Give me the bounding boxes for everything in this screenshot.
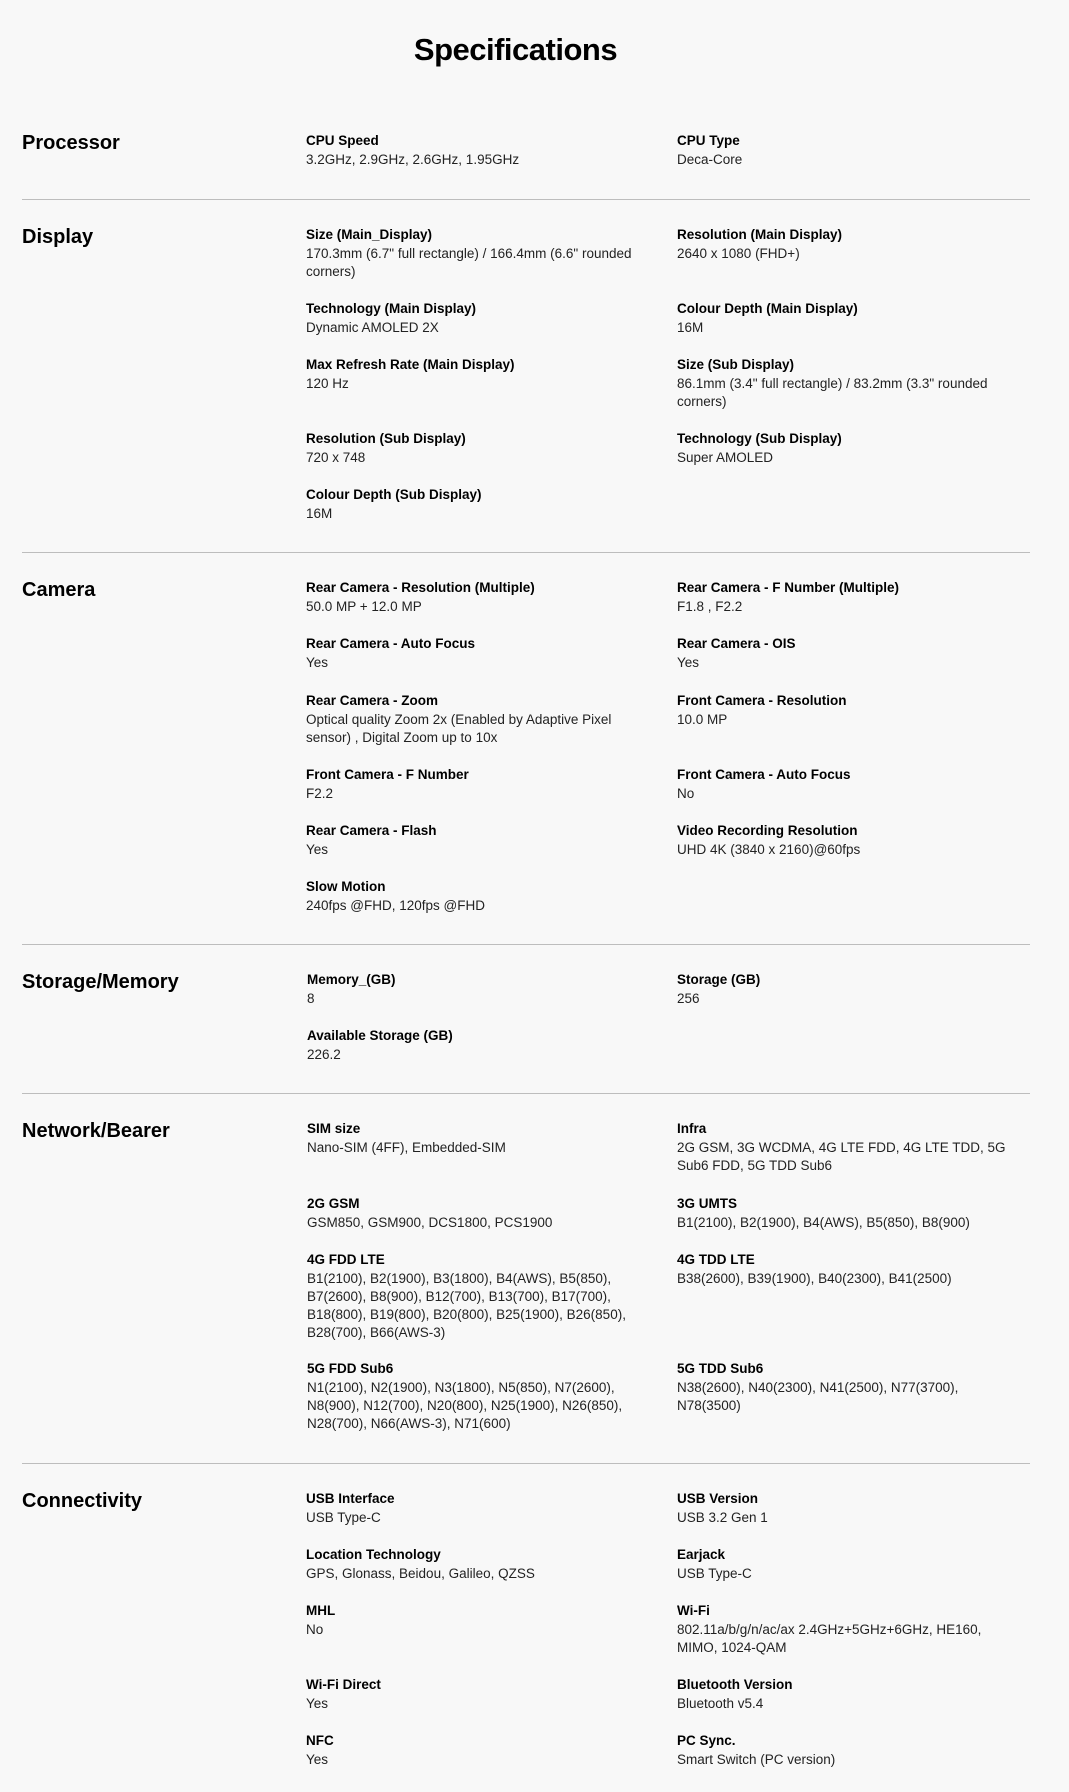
spec-value: GPS, Glonass, Beidou, Galileo, QZSS — [306, 1566, 535, 1581]
spec-value: F2.2 — [306, 786, 334, 801]
spec-value: Smart Switch (PC version) — [677, 1752, 836, 1767]
spec-value: Optical quality Zoom 2x (Enabled by Adaptive Pixel sensor) , Digital Zoom up to 10x — [306, 712, 612, 745]
spec-value: USB 3.2 Gen 1 — [677, 1510, 768, 1525]
spec-value: B38(2600), B39(1900), B40(2300), B41(2500) — [677, 1271, 952, 1286]
spec-label: USB Version — [677, 1491, 759, 1506]
spec-rear-camera-ois — [677, 635, 1017, 672]
spec-label: Earjack — [677, 1547, 726, 1562]
spec-colour-depth-sub-display — [306, 486, 646, 523]
spec-label: PC Sync. — [677, 1733, 736, 1748]
spec-value: N38(2600), N40(2300), N41(2500), N77(3700), N78(3500) — [677, 1380, 959, 1413]
spec-label: Front Camera - Auto Focus — [677, 767, 851, 782]
spec-rear-camera-flash — [306, 822, 646, 859]
spec-5g-tdd-sub6 — [677, 1360, 1017, 1415]
spec-value: No — [677, 786, 695, 801]
spec-available-storage — [307, 1027, 647, 1064]
section-divider — [22, 1093, 1030, 1094]
spec-memory — [307, 971, 647, 1008]
spec-value: UHD 4K (3840 x 2160)@60fps — [677, 842, 861, 857]
section-label: Network/Bearer — [22, 1120, 170, 1142]
spec-infra — [677, 1120, 1017, 1175]
spec-value: No — [306, 1622, 324, 1637]
spec-slow-motion — [306, 878, 646, 915]
spec-value: 16M — [677, 320, 704, 335]
spec-label: Technology (Main Display) — [306, 301, 477, 316]
spec-label: Infra — [677, 1121, 707, 1136]
spec-label: Max Refresh Rate (Main Display) — [306, 357, 515, 372]
spec-label: SIM size — [307, 1121, 361, 1136]
spec-technology-main-display — [306, 300, 646, 337]
section-label: Connectivity — [22, 1490, 143, 1512]
spec-value: USB Type-C — [677, 1566, 752, 1581]
spec-label: Size (Sub Display) — [677, 357, 795, 372]
spec-technology-sub-display — [677, 430, 1017, 467]
section-divider — [22, 199, 1030, 200]
spec-label: Front Camera - F Number — [306, 767, 469, 782]
section-divider — [22, 552, 1030, 553]
spec-rear-camera-auto-focus — [306, 635, 646, 672]
spec-value: Yes — [306, 1696, 329, 1711]
spec-label: Rear Camera - Zoom — [306, 693, 439, 708]
spec-value: Bluetooth v5.4 — [677, 1696, 764, 1711]
spec-size-main-display — [306, 226, 646, 281]
spec-label: Resolution (Sub Display) — [306, 431, 466, 446]
spec-storage — [677, 971, 1017, 1008]
spec-value: 170.3mm (6.7" full rectangle) / 166.4mm (6.6" rounded corners) — [306, 246, 632, 279]
spec-value: F1.8 , F2.2 — [677, 599, 743, 614]
spec-front-camera-auto-focus — [677, 766, 1017, 803]
spec-value: Dynamic AMOLED 2X — [306, 320, 439, 335]
spec-cpu-speed — [306, 132, 646, 169]
spec-label: Wi-Fi — [677, 1603, 710, 1618]
spec-label: Bluetooth Version — [677, 1677, 793, 1692]
spec-value: 8 — [307, 991, 315, 1006]
section-divider — [22, 944, 1030, 945]
spec-label: 2G GSM — [307, 1196, 360, 1211]
spec-label: 5G TDD Sub6 — [677, 1361, 764, 1376]
spec-label: Rear Camera - OIS — [677, 636, 796, 651]
spec-earjack — [677, 1546, 1017, 1583]
spec-rear-camera-resolution — [306, 579, 646, 616]
spec-label: Rear Camera - Auto Focus — [306, 636, 476, 651]
spec-label: MHL — [306, 1603, 336, 1618]
spec-label: Storage (GB) — [677, 972, 761, 987]
spec-resolution-main-display — [677, 226, 1017, 263]
spec-pc-sync — [677, 1732, 1017, 1769]
spec-value: B1(2100), B2(1900), B4(AWS), B5(850), B8(900) — [677, 1215, 970, 1230]
spec-cpu-type — [677, 132, 1017, 169]
spec-label: Resolution (Main Display) — [677, 227, 843, 242]
spec-value: 3.2GHz, 2.9GHz, 2.6GHz, 1.95GHz — [306, 152, 520, 167]
spec-label: Slow Motion — [306, 879, 386, 894]
spec-value: Yes — [306, 1752, 329, 1767]
spec-wi-fi — [677, 1602, 1017, 1657]
spec-label: Rear Camera - Flash — [306, 823, 437, 838]
spec-usb-version — [677, 1490, 1017, 1527]
spec-label: Rear Camera - F Number (Multiple) — [677, 580, 900, 595]
spec-value: Yes — [306, 655, 329, 670]
spec-label: Colour Depth (Sub Display) — [306, 487, 482, 502]
spec-label: USB Interface — [306, 1491, 395, 1506]
spec-label: CPU Speed — [306, 133, 379, 148]
spec-label: Memory_(GB) — [307, 972, 396, 987]
section-label: Display — [22, 226, 94, 248]
spec-value: Super AMOLED — [677, 450, 774, 465]
spec-location-technology — [306, 1546, 646, 1583]
spec-value: Yes — [306, 842, 329, 857]
spec-value: GSM850, GSM900, DCS1800, PCS1900 — [307, 1215, 553, 1230]
spec-label: Technology (Sub Display) — [677, 431, 842, 446]
spec-rear-camera-zoom — [306, 692, 646, 747]
spec-value: 256 — [677, 991, 700, 1006]
spec-sim-size — [307, 1120, 647, 1157]
spec-label: NFC — [306, 1733, 334, 1748]
spec-value: 2G GSM, 3G WCDMA, 4G LTE FDD, 4G LTE TDD, 5G Sub6 FDD, 5G TDD Sub6 — [677, 1140, 1006, 1173]
spec-wi-fi-direct — [306, 1676, 646, 1713]
spec-value: 240fps @FHD, 120fps @FHD — [306, 898, 485, 913]
spec-label: Colour Depth (Main Display) — [677, 301, 858, 316]
spec-max-refresh-rate — [306, 356, 646, 393]
spec-label: Front Camera - Resolution — [677, 693, 847, 708]
spec-video-recording-resolution — [677, 822, 1017, 859]
spec-bluetooth-version — [677, 1676, 1017, 1713]
spec-nfc — [306, 1732, 646, 1769]
section-label: Camera — [22, 579, 96, 601]
spec-4g-fdd-lte — [307, 1251, 647, 1342]
spec-value: N1(2100), N2(1900), N3(1800), N5(850), N7(2600), N8(900), N12(700), N20(800), N25(1900), N26(850), N28(700), N66(AWS-3), N71(600) — [307, 1380, 623, 1431]
spec-value: Yes — [677, 655, 700, 670]
spec-resolution-sub-display — [306, 430, 646, 467]
section-divider — [22, 1463, 1030, 1464]
spec-size-sub-display — [677, 356, 1017, 411]
spec-value: 226.2 — [307, 1047, 341, 1062]
spec-label: Location Technology — [306, 1547, 441, 1562]
spec-value: Nano-SIM (4FF), Embedded-SIM — [307, 1140, 506, 1155]
section-label: Processor — [22, 132, 120, 154]
spec-5g-fdd-sub6 — [307, 1360, 647, 1433]
spec-usb-interface — [306, 1490, 646, 1527]
spec-value: 802.11a/b/g/n/ac/ax 2.4GHz+5GHz+6GHz, HE160, MIMO, 1024-QAM — [677, 1622, 982, 1655]
spec-value: B1(2100), B2(1900), B3(1800), B4(AWS), B5(850), B7(2600), B8(900), B12(700), B13(700), B17(700), B18(800), B19(800), B20(800), B25(1900), B26(850), B28(700), B66(AWS-3) — [307, 1271, 626, 1340]
spec-front-camera-resolution — [677, 692, 1017, 729]
spec-rear-camera-f-number — [677, 579, 1017, 616]
section-label: Storage/Memory — [22, 971, 179, 993]
spec-value: 2640 x 1080 (FHD+) — [677, 246, 800, 261]
spec-value: Deca-Core — [677, 152, 743, 167]
spec-label: 3G UMTS — [677, 1196, 738, 1211]
spec-colour-depth-main-display — [677, 300, 1017, 337]
spec-mhl — [306, 1602, 646, 1639]
spec-label: Available Storage (GB) — [307, 1028, 453, 1043]
spec-front-camera-f-number — [306, 766, 646, 803]
spec-value: 120 Hz — [306, 376, 349, 391]
spec-label: 4G TDD LTE — [677, 1252, 755, 1267]
spec-value: 10.0 MP — [677, 712, 728, 727]
spec-label: 5G FDD Sub6 — [307, 1361, 394, 1376]
spec-3g-umts — [677, 1195, 1017, 1232]
spec-value: 86.1mm (3.4" full rectangle) / 83.2mm (3.3" rounded corners) — [677, 376, 988, 409]
spec-value: 50.0 MP + 12.0 MP — [306, 599, 422, 614]
spec-label: CPU Type — [677, 133, 740, 148]
spec-2g-gsm — [307, 1195, 647, 1232]
spec-value: USB Type-C — [306, 1510, 381, 1525]
page-title: Specifications — [413, 32, 618, 67]
spec-4g-tdd-lte — [677, 1251, 1017, 1288]
spec-label: Rear Camera - Resolution (Multiple) — [306, 580, 535, 595]
spec-label: Video Recording Resolution — [677, 823, 858, 838]
spec-label: Wi-Fi Direct — [306, 1677, 381, 1692]
spec-label: Size (Main_Display) — [306, 227, 433, 242]
spec-value: 16M — [306, 506, 333, 521]
spec-value: 720 x 748 — [306, 450, 366, 465]
spec-label: 4G FDD LTE — [307, 1252, 385, 1267]
